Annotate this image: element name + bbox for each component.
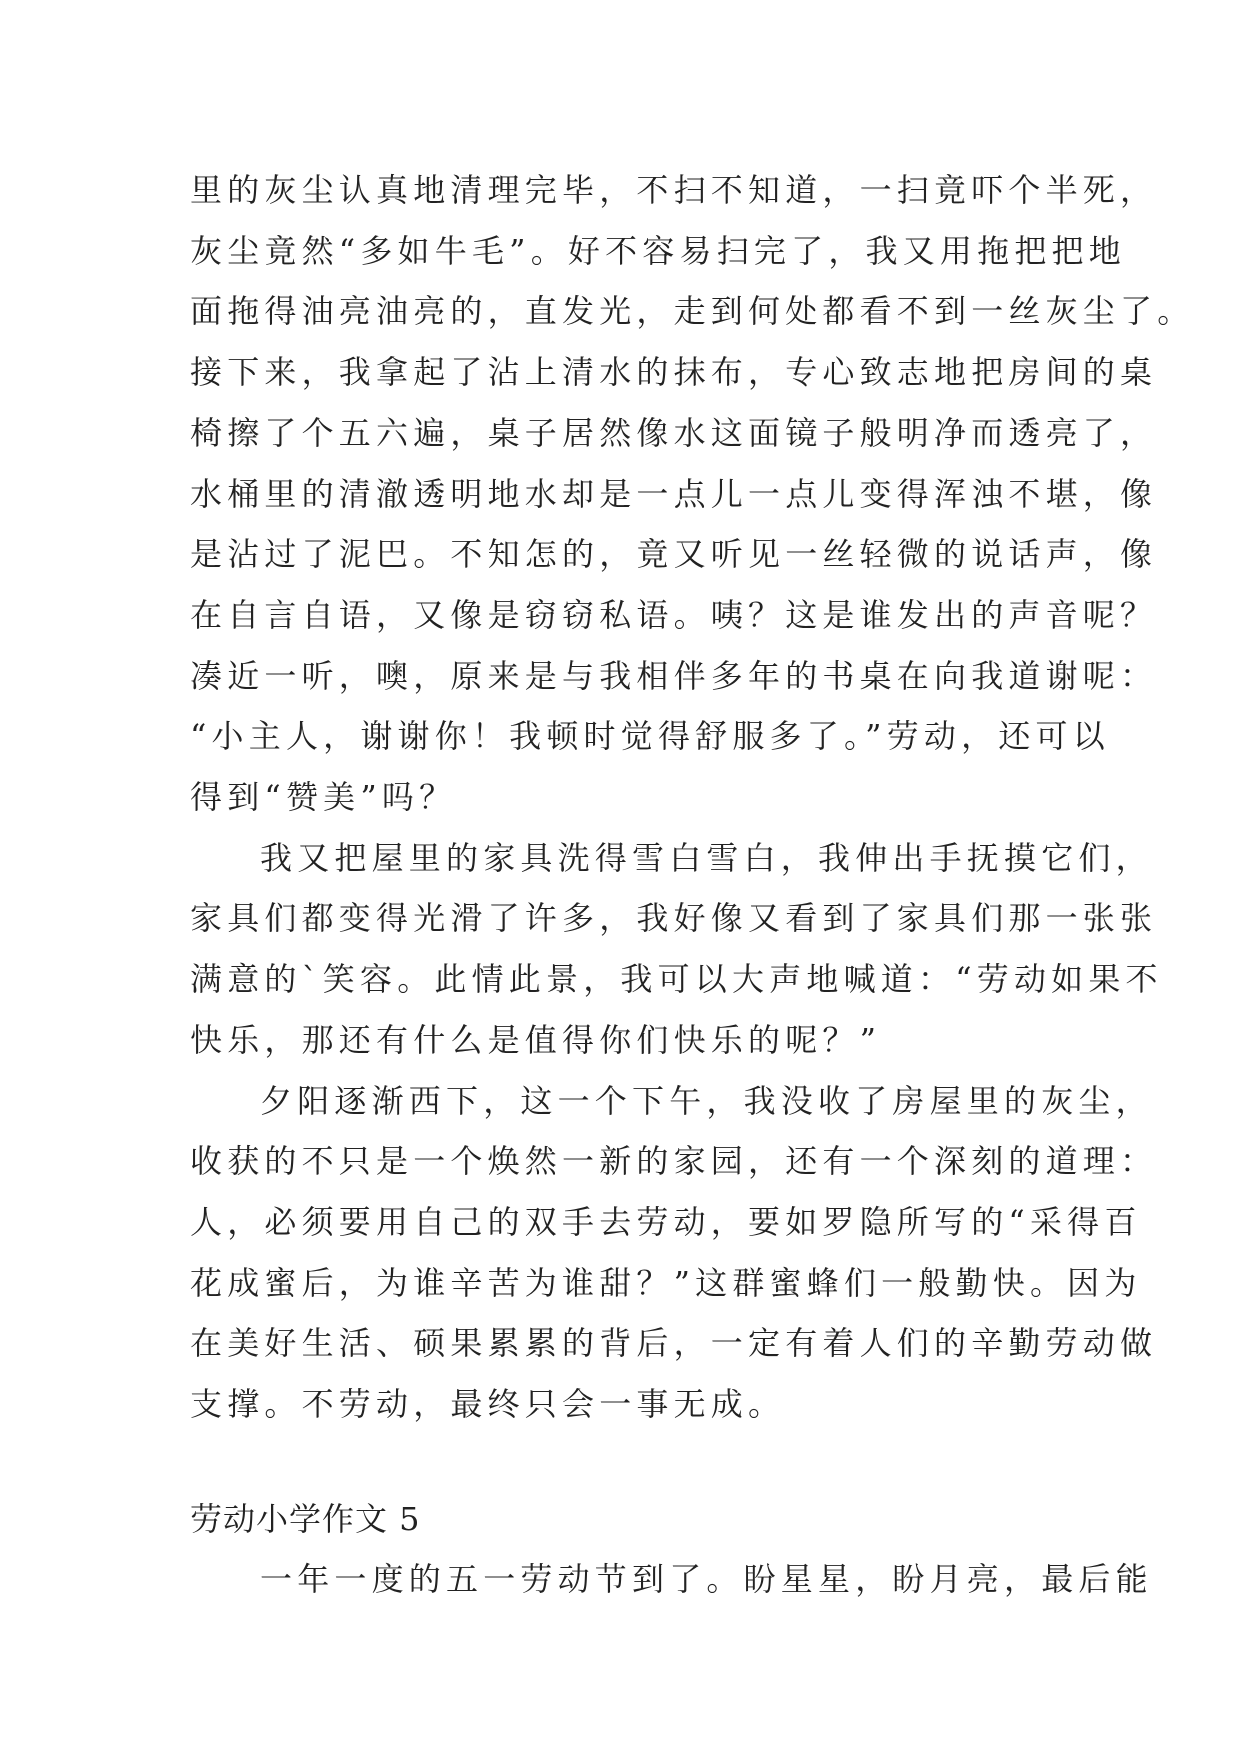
text-line: 灰尘竟然“多如牛毛”。好不容易扫完了，我又用拖把把地 xyxy=(190,231,1126,270)
text-line: 凑近一听，噢，原来是与我相伴多年的书桌在向我道谢呢： xyxy=(190,656,1158,695)
text-line: 得到“赞美”吗？ xyxy=(190,778,457,817)
text-line: 夕阳逐渐西下，这一个下午，我没收了房屋里的灰尘， xyxy=(260,1081,1153,1120)
text-line: 花成蜜后，为谁辛苦为谁甜？”这群蜜蜂们一般勤快。因为 xyxy=(190,1263,1142,1302)
section-spacer xyxy=(190,1435,1050,1489)
text-line: 快乐，那还有什么是值得你们快乐的呢？” xyxy=(190,1020,882,1059)
text-line: 我又把屋里的家具洗得雪白雪白，我伸出手抚摸它们， xyxy=(260,838,1153,877)
text-line: 面拖得油亮油亮的，直发光，走到何处都看不到一丝灰尘了。 xyxy=(190,292,1195,331)
text-line: 里的灰尘认真地清理完毕，不扫不知道，一扫竟吓个半死， xyxy=(190,171,1158,209)
text-line: 是沾过了泥巴。不知怎的，竟又听见一丝轻微的说话声，像 xyxy=(190,535,1158,574)
text-line: 在美好生活、硕果累累的背后，一定有着人们的辛勤劳动做 xyxy=(190,1324,1158,1363)
text-line: 收获的不只是一个焕然一新的家园，还有一个深刻的道理： xyxy=(190,1142,1158,1181)
text-line: 支撑。不劳动，最终只会一事无成。 xyxy=(190,1385,786,1424)
text-line: 一年一度的五一劳动节到了。盼星星，盼月亮，最后能 xyxy=(260,1559,1153,1598)
text-line: 接下来，我拿起了沾上清水的抹布，专心致志地把房间的桌 xyxy=(190,353,1158,392)
paragraph-4 xyxy=(190,1549,1153,1610)
text-line: 水桶里的清澈透明地水却是一点儿一点儿变得浑浊不堪，像 xyxy=(190,474,1158,513)
paragraph-2 xyxy=(190,828,1163,1071)
paragraph-1 xyxy=(190,160,1195,828)
text-line: 在自言自语，又像是窃窃私语。咦？这是谁发出的声音呢？ xyxy=(190,595,1158,634)
text-line: “小主人，谢谢你！我顿时觉得舒服多了。”劳动，还可以 xyxy=(190,717,1110,756)
document-page xyxy=(190,160,1195,1609)
text-line: 满意的`笑容。此情此景，我可以大声地喊道：“劳动如果不 xyxy=(190,960,1163,999)
paragraph-3 xyxy=(190,1071,1158,1435)
section-heading: 劳动小学作文 5 xyxy=(190,1499,421,1538)
text-line: 椅擦了个五六遍，桌子居然像水这面镜子般明净而透亮了， xyxy=(190,413,1158,452)
text-line: 人，必须要用自己的双手去劳动，要如罗隐所写的“采得百 xyxy=(190,1202,1142,1241)
text-line: 家具们都变得光滑了许多，我好像又看到了家具们那一张张 xyxy=(190,899,1158,938)
